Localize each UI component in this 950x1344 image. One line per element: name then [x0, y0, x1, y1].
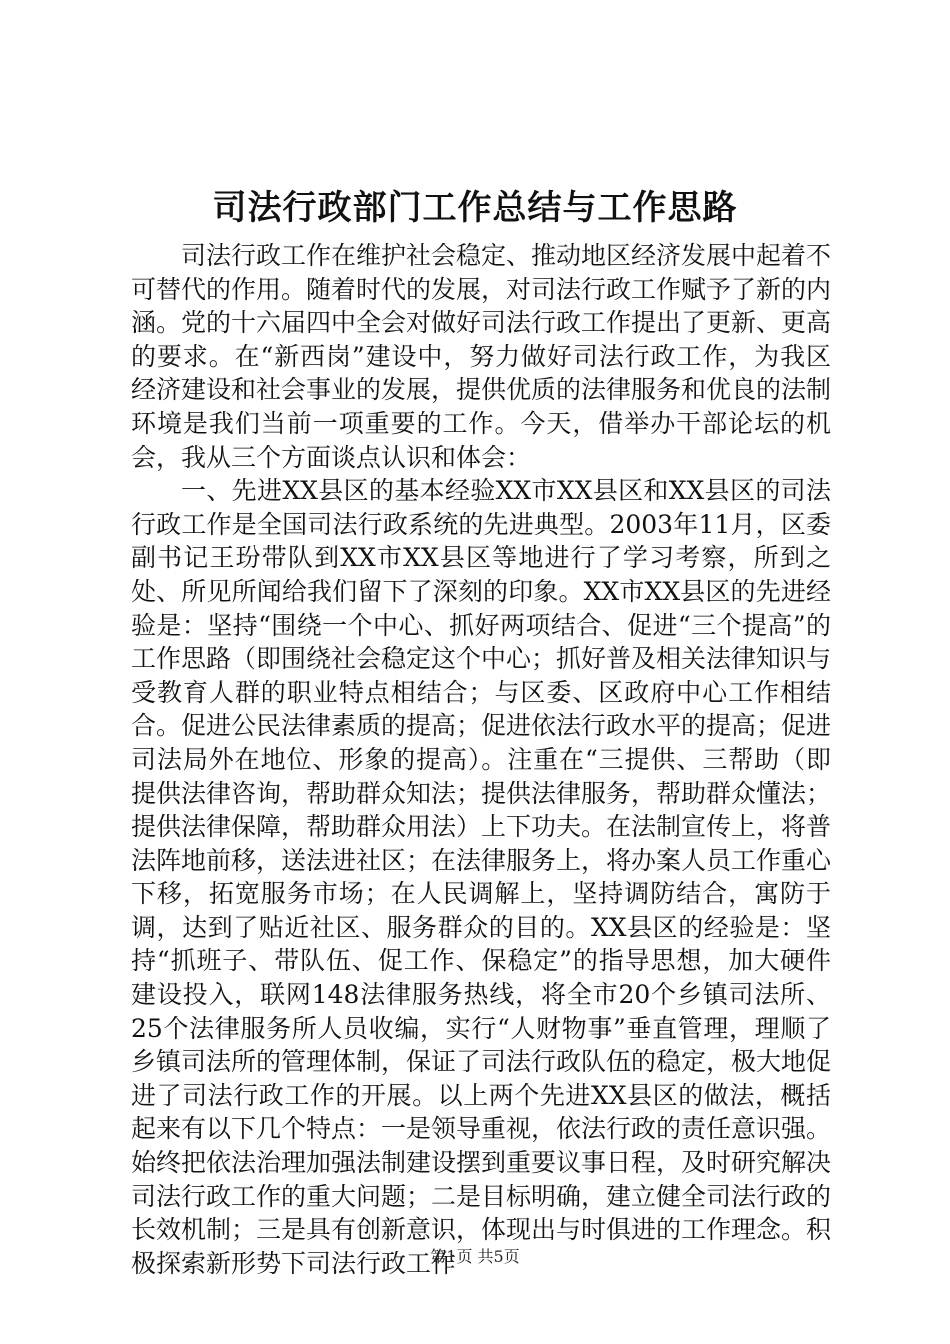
- document-title: 司法行政部门工作总结与工作思路: [212, 188, 738, 228]
- page-number-footer: 第1页 共5页: [430, 1247, 520, 1266]
- paragraph-intro: 司法行政工作在维护社会稳定、推动地区经济发展中起着不可替代的作用。随着时代的发展，对司法行政工作赋予了新的内涵。党的十六届四中全会对做好司法行政工作提出了更新、更高的要求。在“新西岗”建设中，努力做好司法行政工作，为我区经济建设和社会事业的发展，提供优质的法律服务和优良的法制环境是我们当前一项重要的工作。今天，借举办干部论坛的机会，我从三个方面谈点认识和体会：: [131, 241, 832, 472]
- document-body: [131, 239, 831, 1280]
- paragraph-section-one: 一、先进XX县区的基本经验XX市XX县区和XX县区的司法行政工作是全国司法行政系统的先进典型。2003年11月，区委副书记王玢带队到XX市XX县区等地进行了学习考察，所到之处、所见所闻给我们留下了深刻的印象。XX市XX县区的先进经验是：坚持“围绕一个中心、抓好两项结合、促进“三个提高”的工作思路（即围绕社会稳定这个中心；抓好普及相关法律知识与受教育人群的职业特点相结合；与区委、区政府中心工作相结合。促进公民法律素质的提高；促进依法行政水平的提高；促进司法局外在地位、形象的提高）。注重在“三提供、三帮助（即提供法律咨询，帮助群众知法；提供法律服务，帮助群众懂法；提供法律保障，帮助群众用法）上下功夫。在法制宣传上，将普法阵地前移，送法进社区；在法律服务上，将办案人员工作重心下移，拓宽服务市场；在人民调解上，坚持调防结合，寓防于调，达到了贴近社区、服务群众的目的。XX县区的经验是：坚持“抓班子、带队伍、促工作、保稳定”的指导思想，加大硬件建设投入，联网148法律服务热线，将全市20个乡镇司法所、25个法律服务所人员收编，实行“人财物事”垂直管理，理顺了乡镇司法所的管理体制，保证了司法行政队伍的稳定，极大地促进了司法行政工作的开展。以上两个先进XX县区的做法，概括起来有以下几个特点：一是领导重视，依法行政的责任意识强。始终把依法治理加强法制建设摆到重要议事日程，及时研究解决司法行政工作的重大问题；二是目标明确，建立健全司法行政的长效机制；三是具有创新意识，体现出与时俱进的工作理念。积极探索新形势下司法行政工作: [131, 476, 832, 1278]
